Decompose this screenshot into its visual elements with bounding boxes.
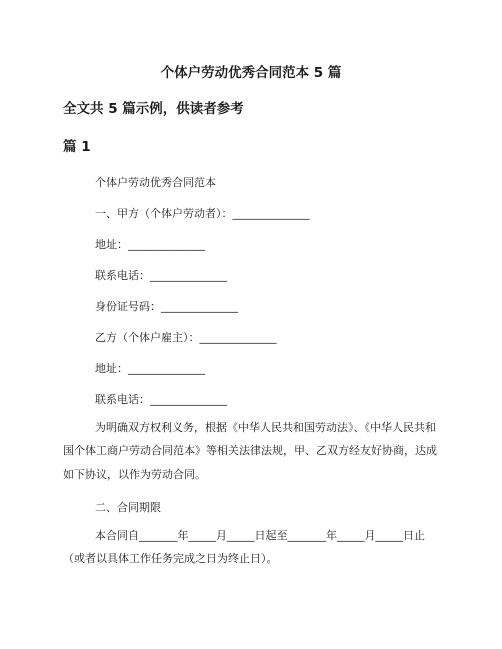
document-subtitle: 全文共 5 篇示例，供读者参考 bbox=[63, 101, 244, 117]
party-a-id-line: 身份证号码：______________ bbox=[95, 300, 238, 313]
contract-name-line: 个体户劳动优秀合同范本 bbox=[95, 176, 216, 189]
clause-2-heading: 二、合同期限 bbox=[95, 501, 161, 514]
party-a-address-line: 地址：______________ bbox=[95, 238, 205, 251]
party-b-address-line: 地址：______________ bbox=[95, 362, 205, 375]
party-b-phone-line: 联系电话：______________ bbox=[95, 393, 227, 406]
party-a-phone-line: 联系电话：______________ bbox=[95, 269, 227, 282]
party-b-line: 乙方（个体户雇主）：______________ bbox=[95, 331, 277, 344]
term-paragraph: 本合同自_______年_____月_____日起至_______年_____月_____日止（或者以具体工作任务完成之日为终止日）。 bbox=[63, 529, 425, 566]
section-heading: 篇 1 bbox=[63, 139, 91, 155]
party-a-line: 一、甲方（个体户劳动者）：______________ bbox=[95, 207, 310, 220]
document-title: 个体户劳动优秀合同范本 5 篇 bbox=[160, 65, 342, 81]
intro-paragraph: 为明确双方权利义务，根据《中华人民共和国劳动法》、《中华人民共和国个体工商户劳动合同范本》等相关法律法规，甲、乙双方经友好协商，达成如下协议，以作为劳动合同。 bbox=[63, 421, 437, 481]
